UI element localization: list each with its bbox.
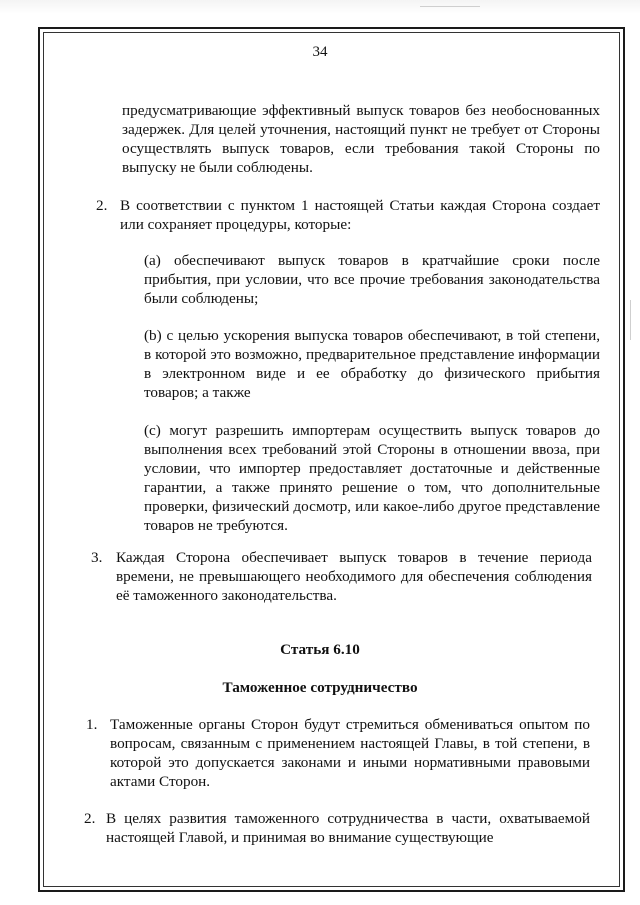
scan-mark: [630, 300, 631, 340]
paragraph-number: 1.: [86, 716, 98, 733]
paragraph-number: 3.: [91, 549, 103, 566]
paragraph-continuation: предусматривающие эффективный выпуск товаров без необоснованных задержек. Для целей уточнения, настоящий пункт не требует от Стороны осуществлять выпуск товаров, если требования такой Стороны по выпуску не были соблюдены.: [122, 102, 600, 176]
article-paragraph-1: Таможенные органы Сторон будут стремиться обмениваться опытом по вопросам, связанным с применением настоящей Главы, в той степени, в которой это допускается законами и иными нормативными правовыми актами Сторон.: [110, 716, 590, 790]
subparagraph-c: (c) могут разрешить импортерам осуществить выпуск товаров до выполнения всех требований этой Стороны в отношении ввоза, при условии, что импортер предоставляет достаточные и действенные гарантии, а также принято решение о том, что дополнительные проверки, физический досмотр, или какое-либо другое представление товаров не требуются.: [144, 422, 600, 534]
paragraph-number: 2.: [84, 810, 96, 827]
paragraph-2: В соответствии с пунктом 1 настоящей Статьи каждая Сторона создает или сохраняет процедуры, которые:: [120, 197, 600, 233]
page-number: 34: [312, 44, 328, 60]
article-paragraph-2: В целях развития таможенного сотрудничества в части, охватываемой настоящей Главой, и принимая во внимание существующие: [106, 810, 590, 846]
article-subtitle: Таможенное сотрудничество: [222, 679, 418, 696]
subparagraph-b: (b) с целью ускорения выпуска товаров обеспечивают, в той степени, в которой это возможно, предварительное представление информации в электронном виде и ее обработку до физического прибытия товаров; а также: [144, 327, 600, 401]
scan-mark: [420, 6, 480, 7]
article-title: Статья 6.10: [280, 641, 360, 658]
paragraph-3: Каждая Сторона обеспечивает выпуск товаров в течение периода времени, не превышающего необходимого для обеспечения соблюдения её таможенного законодательства.: [116, 549, 592, 604]
paragraph-number: 2.: [96, 197, 108, 214]
subparagraph-a: (a) обеспечивают выпуск товаров в кратчайшие сроки после прибытия, при условии, что все прочие требования законодательства были соблюдены;: [144, 252, 600, 307]
scan-edge: [0, 0, 640, 14]
